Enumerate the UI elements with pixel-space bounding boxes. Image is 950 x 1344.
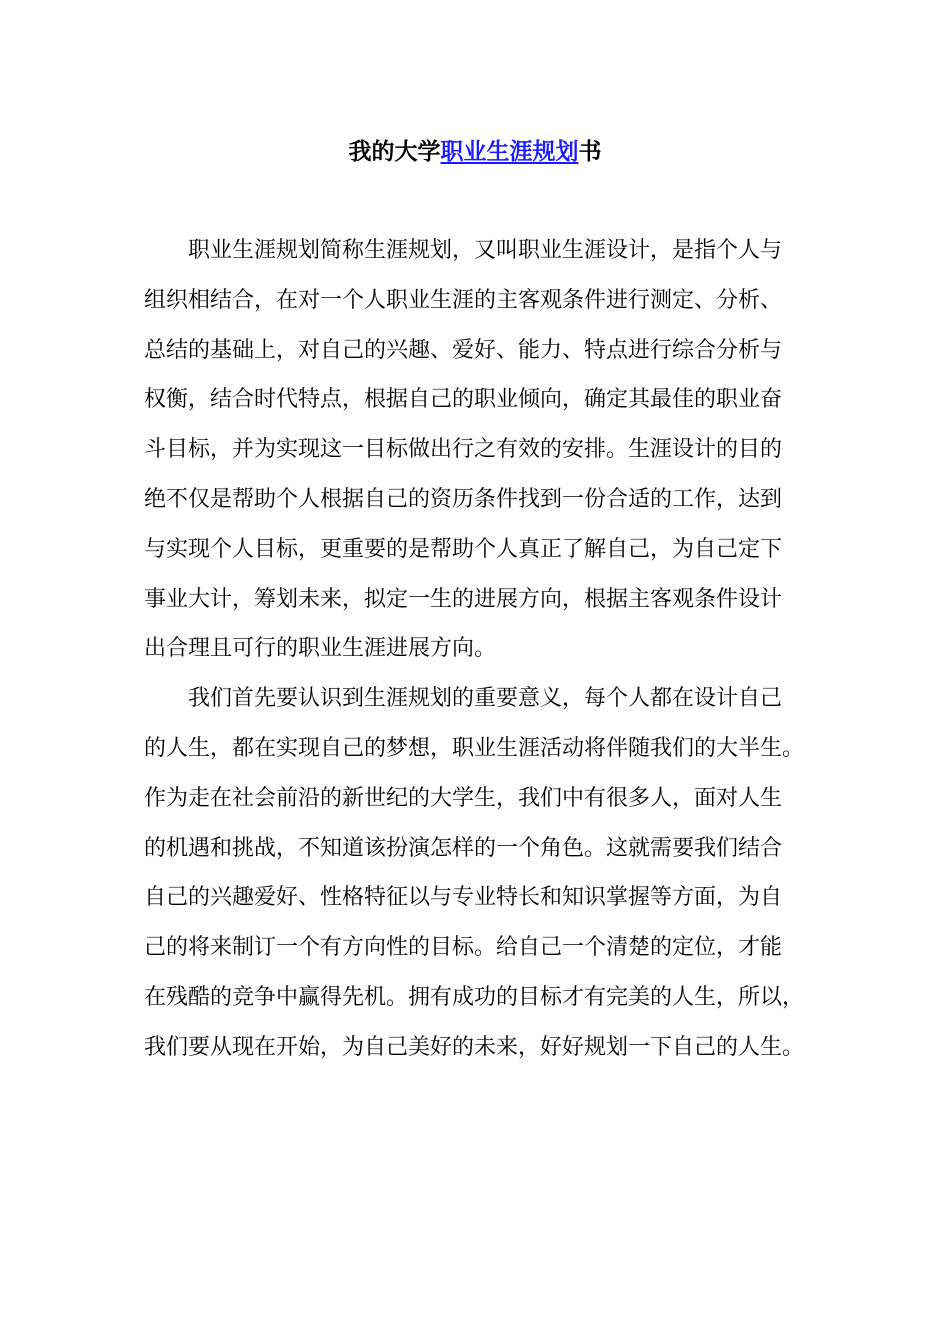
paragraph-1 xyxy=(144,226,808,674)
paragraph-line: 事业大计，筹划未来，拟定一生的进展方向，根据主客观条件设计 xyxy=(144,586,783,612)
paragraph-line: 我们要从现在开始，为自己美好的未来，好好规划一下自己的人生。 xyxy=(144,1034,805,1060)
title-link[interactable]: 职业生涯规划 xyxy=(440,139,579,165)
paragraph-line: 己的将来制订一个有方向性的目标。给自己一个清楚的定位，才能 xyxy=(144,935,783,961)
title-prefix: 我的大学 xyxy=(348,139,441,165)
paragraph-line: 在残酷的竞争中赢得先机。拥有成功的目标才有完美的人生，所以， xyxy=(144,984,805,1010)
document-body xyxy=(144,226,808,1073)
paragraph-line: 绝不仅是帮助个人根据自己的资历条件找到一份合适的工作，达到 xyxy=(144,486,783,512)
paragraph-line: 职业生涯规划简称生涯规划，又叫职业生涯设计，是指个人与 xyxy=(188,238,783,263)
paragraph-line: 的机遇和挑战，不知道该扮演怎样的一个角色。这就需要我们结合 xyxy=(144,835,783,861)
paragraph-line: 组织相结合，在对一个人职业生涯的主客观条件进行测定、分析、 xyxy=(144,287,783,313)
paragraph-line: 斗目标，并为实现这一目标做出行之有效的安排。生涯设计的目的 xyxy=(144,437,783,463)
paragraph-line: 与实现个人目标，更重要的是帮助个人真正了解自己，为自己定下 xyxy=(144,536,783,562)
paragraph-2 xyxy=(144,674,808,1072)
paragraph-line: 的人生，都在实现自己的梦想，职业生涯活动将伴随我们的大半生。 xyxy=(144,735,805,761)
title-suffix: 书 xyxy=(578,139,602,165)
paragraph-line: 权衡，结合时代特点，根据自己的职业倾向，确定其最佳的职业奋 xyxy=(144,387,783,413)
page-title xyxy=(0,132,950,172)
paragraph-line: 我们首先要认识到生涯规划的重要意义，每个人都在设计自己 xyxy=(188,686,783,712)
paragraph-line: 作为走在社会前沿的新世纪的大学生，我们中有很多人，面对人生 xyxy=(144,785,783,811)
paragraph-line: 自己的兴趣爱好、性格特征以与专业特长和知识掌握等方面，为自 xyxy=(144,885,783,911)
paragraph-line: 出合理且可行的职业生涯进展方向。 xyxy=(144,636,497,662)
paragraph-line: 总结的基础上，对自己的兴趣、爱好、能力、特点进行综合分析与 xyxy=(144,337,783,363)
